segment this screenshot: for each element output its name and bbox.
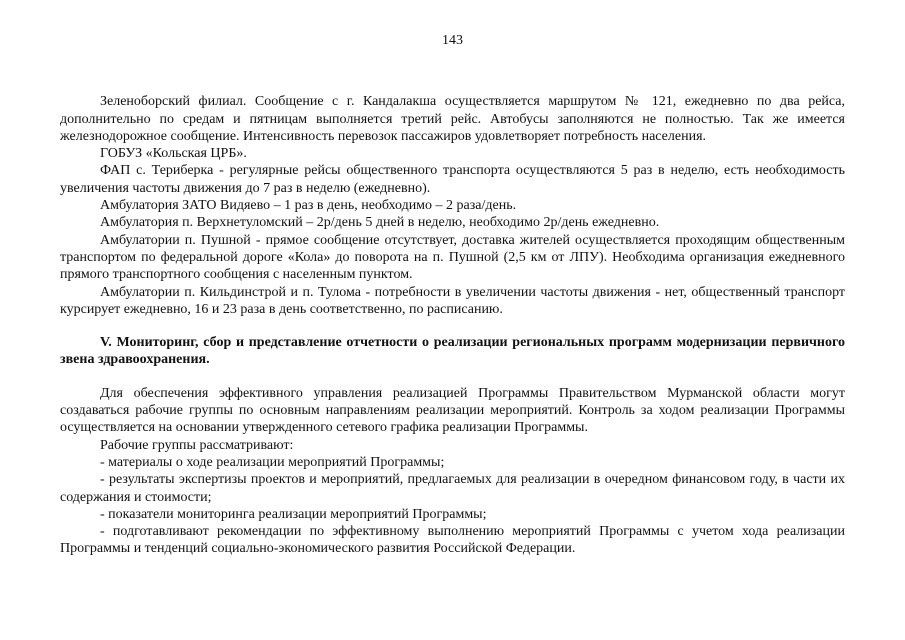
list-item-materials: - материалы о ходе реализации мероприятий Программы; xyxy=(100,454,445,470)
list-item-recommendations: - подготавливают рекомендации по эффективному выполнению мероприятий Программы с учетом хода реализации Программы и тенденций социально-экономического развития Российской Федерации. xyxy=(60,524,845,557)
list-item-indicators: - показатели мониторинга реализации мероприятий Программы; xyxy=(100,506,487,522)
paragraph-vidyaevo: Амбулатория ЗАТО Видяево – 1 раз в день, необходимо – 2 раза/день. xyxy=(100,198,517,214)
section-spacer xyxy=(60,369,845,385)
paragraph-groups-intro: Рабочие группы рассматривают: xyxy=(100,437,294,453)
paragraph-pushnoy: Амбулатории п. Пушной - прямое сообщение отсутствует, доставка жителей осуществляется проходящим общественным транспортом по федеральной дороге «Кола» до поворота на п. Пушной (2,5 км от ЛПУ). Необходима организация ежедневного прямого транспортного сообщения с населенным пунктом. xyxy=(60,232,845,283)
paragraph-teriberka: ФАП с. Териберка - регулярные рейсы общественного транспорта осуществляются 5 раз в неделю, есть необходимость увеличения частоты движения до 7 раз в неделю (ежедневно). xyxy=(60,163,845,196)
paragraph-management: Для обеспечения эффективного управления реализацией Программы Правительством Мурманской области могут создаваться рабочие группы по основным направлениям реализации мероприятий. Контроль за ходом реализации Программы осуществляется на основании утвержденного сетевого графика реализации Программы. xyxy=(60,385,845,436)
paragraph-kildinstroy: Амбулатории п. Кильдинстрой и п. Тулома - потребности в увеличении частоты движения - нет, общественный транспорт курсирует ежедневно, 16 и 23 раза в день соответственно, по расписанию. xyxy=(60,284,845,317)
monitoring-section xyxy=(60,385,845,558)
paragraph-verkhnetulomsky: Амбулатория п. Верхнетуломский – 2р/день 5 дней в неделю, необходимо 2р/день ежедневно. xyxy=(100,215,660,231)
transport-section xyxy=(60,93,845,318)
paragraph-kola-crb: ГОБУЗ «Кольская ЦРБ». xyxy=(100,146,247,162)
section-heading: V. Мониторинг, сбор и представление отчетности о реализации региональных программ модернизации первичного звена здравоохранения. xyxy=(60,335,845,368)
list-item-expertise: - результаты экспертизы проектов и мероприятий, предлагаемых для реализации в очередном финансовом году, в части их содержания и стоимости; xyxy=(60,472,845,505)
paragraph-zelenoborsky: Зеленоборский филиал. Сообщение с г. Кандалакша осуществляется маршрутом № 121, ежедневно по два рейса, дополнительно по средам и пятницам выполняется третий рейс. Автобусы заполняются не полностью. Так же имеется железнодорожное сообщение. Интенсивность перевозок пассажиров удовлетворяет потребность населения. xyxy=(60,94,845,144)
page-number: 143 xyxy=(442,33,463,48)
